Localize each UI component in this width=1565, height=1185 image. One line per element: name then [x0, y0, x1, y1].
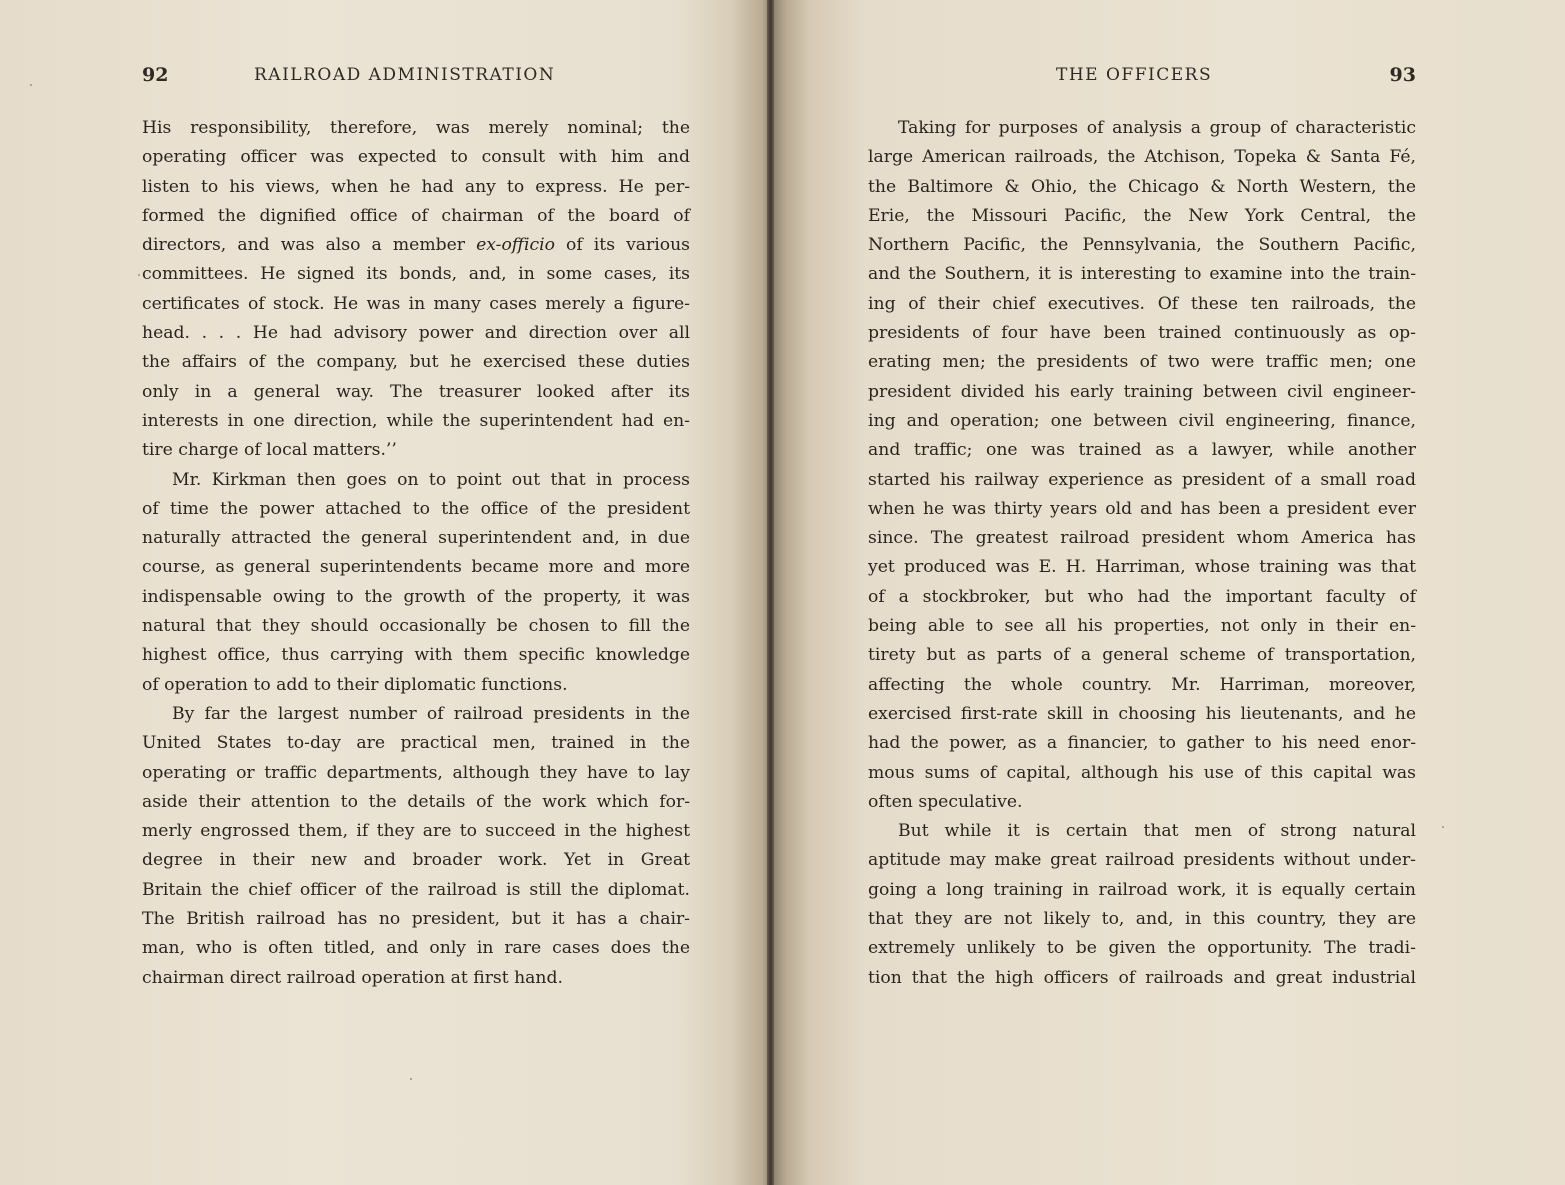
text-line: extremely unlikely to be given the opportunity. The tradi- [868, 938, 1416, 959]
text-line: mous sums of capital, although his use of this capital was [868, 762, 1416, 783]
text-line: Taking for purposes of analysis a group of characteristic [898, 118, 1416, 138]
page-number: 92 [142, 64, 169, 86]
text-line: degree in their new and broader work. Yet in Great [142, 850, 690, 871]
text-line: Erie, the Missouri Pacific, the New York Central, the [868, 205, 1416, 226]
paper-speck [410, 1078, 412, 1080]
text-line: highest office, thus carrying with them specific knowledge [142, 645, 690, 666]
text-line: erating men; the presidents of two were traffic men; one [868, 352, 1416, 373]
text-line: since. The greatest railroad president whom America has [868, 528, 1416, 549]
page-number: 93 [1389, 64, 1416, 86]
text-line: Britain the chief officer of the railroad is still the diplomat. [142, 879, 690, 900]
text-line: aptitude may make great railroad presidents without under- [868, 850, 1416, 871]
text-line: tion that the high officers of railroads and great industrial [868, 967, 1416, 988]
text-line: when he was thirty years old and has been a president ever [868, 498, 1416, 519]
text-line: Mr. Kirkman then goes on to point out that in process [172, 469, 690, 490]
paper-speck [1442, 826, 1444, 828]
book-gutter [767, 0, 774, 1185]
text-line: committees. He signed its bonds, and, in some cases, its [142, 264, 690, 285]
text-line: the affairs of the company, but he exercised these duties [142, 352, 690, 373]
text-line: often speculative. [868, 791, 1023, 812]
text-line: head. . . . He had advisory power and direction over all [142, 323, 690, 344]
text-line: of operation to add to their diplomatic functions. [142, 674, 568, 695]
running-title: RAILROAD ADMINISTRATION [254, 65, 556, 85]
text-line: natural that they should occasionally be chosen to fill the [142, 616, 690, 637]
text-line: His responsibility, therefore, was merely nominal; the [142, 118, 690, 138]
text-line: certificates of stock. He was in many cases merely a figure- [142, 293, 690, 314]
text-line: listen to his views, when he had any to express. He per- [142, 176, 690, 197]
paper-speck [30, 84, 32, 86]
text-line: had the power, as a financier, to gather to his need enor- [868, 733, 1416, 754]
text-line: operating officer was expected to consult with him and [142, 147, 690, 168]
text-line: and the Southern, it is interesting to examine into the train- [868, 264, 1416, 285]
text-line: interests in one direction, while the superintendent had en- [142, 410, 690, 431]
text-line: exercised first-rate skill in choosing his lieutenants, and he [868, 703, 1416, 724]
text-line: the Baltimore & Ohio, the Chicago & North Western, the [868, 176, 1416, 197]
text-line: chairman direct railroad operation at first hand. [142, 967, 563, 988]
text-line: of time the power attached to the office of the president [142, 498, 690, 519]
text-line: tire charge of local matters.’’ [142, 440, 397, 461]
text-line: merly engrossed them, if they are to succeed in the highest [142, 821, 690, 842]
text-line: operating or traffic departments, although they have to lay [142, 762, 690, 783]
text-line: presidents of four have been trained continuously as op- [868, 323, 1416, 344]
text-line: naturally attracted the general superintendent and, in due [142, 528, 690, 549]
text-line: aside their attention to the details of the work which for- [142, 791, 690, 812]
text-line: United States to-day are practical men, trained in the [142, 733, 690, 754]
right-page [770, 0, 1565, 1185]
left-running-head [142, 64, 690, 94]
text-line: president divided his early training between civil engineer- [868, 381, 1416, 402]
text-line: started his railway experience as president of a small road [868, 469, 1416, 490]
text-line: indispensable owing to the growth of the property, it was [142, 586, 690, 607]
text-line: yet produced was E. H. Harriman, whose training was that [868, 557, 1416, 578]
text-line: directors, and was also a member ex-officio of its various [142, 235, 690, 256]
text-line: By far the largest number of railroad presidents in the [172, 703, 690, 724]
text-line: of a stockbroker, but who had the important faculty of [868, 586, 1416, 607]
right-running-head [868, 64, 1416, 94]
left-page [0, 0, 770, 1185]
right-body-text [868, 114, 1416, 993]
text-line: The British railroad has no president, but it has a chair- [142, 909, 690, 930]
text-line: course, as general superintendents became more and more [142, 557, 690, 578]
text-line: man, who is often titled, and only in rare cases does the [142, 938, 690, 959]
text-line: that they are not likely to, and, in this country, they are [868, 909, 1416, 930]
paper-speck [138, 274, 140, 276]
text-line: tirety but as parts of a general scheme of transportation, [868, 645, 1416, 666]
text-line: But while it is certain that men of strong natural [898, 821, 1416, 842]
text-line: and traffic; one was trained as a lawyer, while another [868, 440, 1416, 461]
text-line: ing and operation; one between civil engineering, finance, [868, 410, 1416, 431]
text-line: being able to see all his properties, not only in their en- [868, 616, 1416, 637]
text-line: Northern Pacific, the Pennsylvania, the Southern Pacific, [868, 235, 1416, 256]
text-line: ing of their chief executives. Of these ten railroads, the [868, 293, 1416, 314]
text-line: formed the dignified office of chairman of the board of [142, 205, 690, 226]
text-line: large American railroads, the Atchison, Topeka & Santa Fé, [868, 147, 1416, 168]
text-line: going a long training in railroad work, it is equally certain [868, 879, 1416, 900]
text-line: affecting the whole country. Mr. Harriman, moreover, [868, 674, 1416, 695]
text-line: only in a general way. The treasurer looked after its [142, 381, 690, 402]
running-title: THE OFFICERS [1056, 65, 1213, 85]
left-body-text [142, 114, 690, 993]
